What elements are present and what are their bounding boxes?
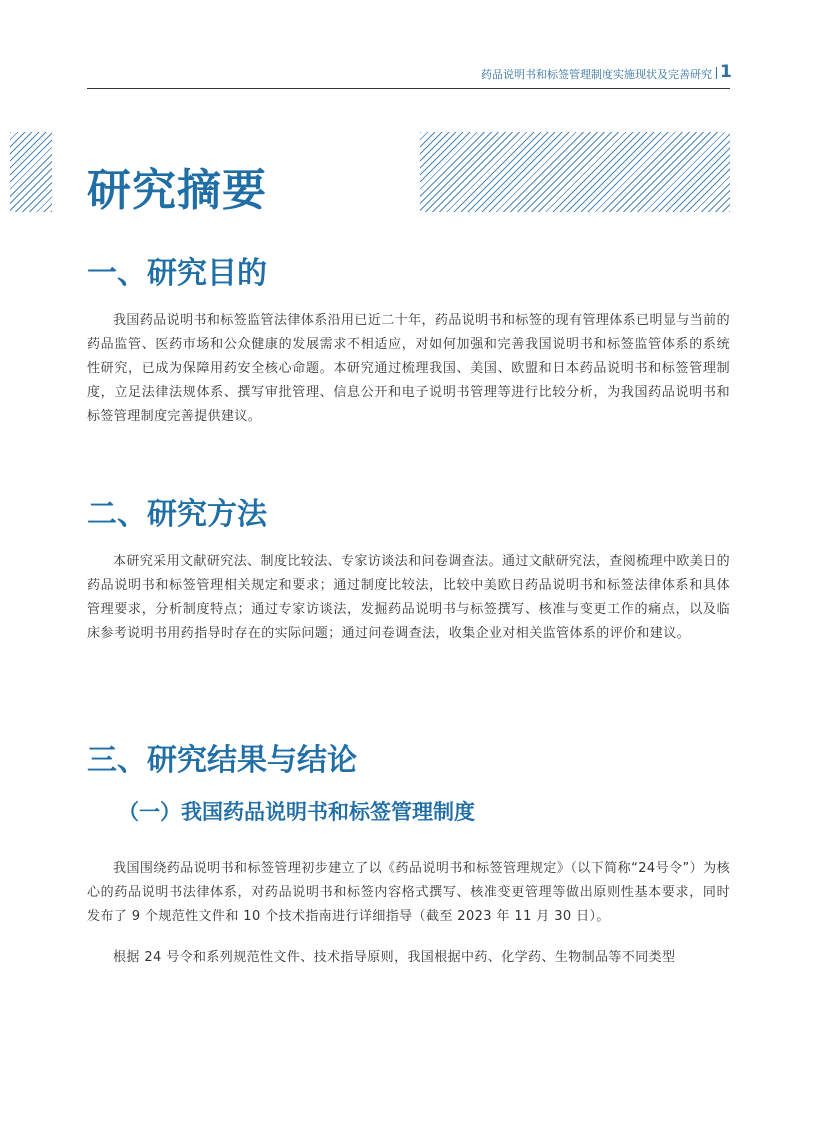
paragraph-purpose: 我国药品说明书和标签监管法律体系沿用已近二十年，药品说明书和标签的现有管理体系已明显与当前的药品监管、医药市场和公众健康的发展需求不相适应，对如何加强和完善我国说明书和标签监管体系的系统性研究，已成为保障用药安全核心命题。本研究通过梳理我国、美国、欧盟和日本药品说明书和标签管理制度，立足法律法规体系、撰写审批管理、信息公开和电子说明书管理等进行比较分析，为我国药品说明书和标签管理制度完善提供建议。 bbox=[87, 313, 730, 424]
page-title: 研究摘要 bbox=[87, 165, 267, 216]
subsection-title-china: （一）我国药品说明书和标签管理制度 bbox=[118, 800, 475, 824]
decorative-hatch-left bbox=[10, 132, 52, 212]
section-title-purpose: 一、研究目的 bbox=[87, 256, 267, 291]
page-number: 1 bbox=[720, 62, 732, 82]
running-header-title: 药品说明书和标签管理制度实施现状及完善研究 bbox=[481, 68, 712, 81]
decorative-hatch-right bbox=[420, 132, 730, 212]
paragraph-results-1: 我国围绕药品说明书和标签管理初步建立了以《药品说明书和标签管理规定》（以下简称“24号令”）为核心的药品说明书法律体系，对药品说明书和标签内容格式撰写、核准变更管理等做出原则性基本要求，同时发布了 9 个规范性文件和 10 个技术指南进行详细指导（截至 2023 年 11 月 30 日）。 bbox=[87, 861, 730, 924]
paragraph-results-2: 根据 24 号令和系列规范性文件、技术指导原则，我国根据中药、化学药、生物制品等不同类型 bbox=[113, 950, 676, 965]
section-title-results: 三、研究结果与结论 bbox=[87, 743, 357, 778]
paragraph-methods: 本研究采用文献研究法、制度比较法、专家访谈法和问卷调查法。通过文献研究法，查阅梳理中欧美日的药品说明书和标签管理相关规定和要求；通过制度比较法，比较中美欧日药品说明书和标签法律体系和具体管理要求，分析制度特点；通过专家访谈法，发掘药品说明书与标签撰写、核准与变更工作的痛点，以及临床参考说明书用药指导时存在的实际问题；通过问卷调查法，收集企业对相关监管体系的评价和建议。 bbox=[87, 554, 730, 641]
header-rule bbox=[87, 88, 730, 89]
section-title-methods: 二、研究方法 bbox=[87, 497, 267, 532]
header-separator bbox=[716, 67, 717, 79]
